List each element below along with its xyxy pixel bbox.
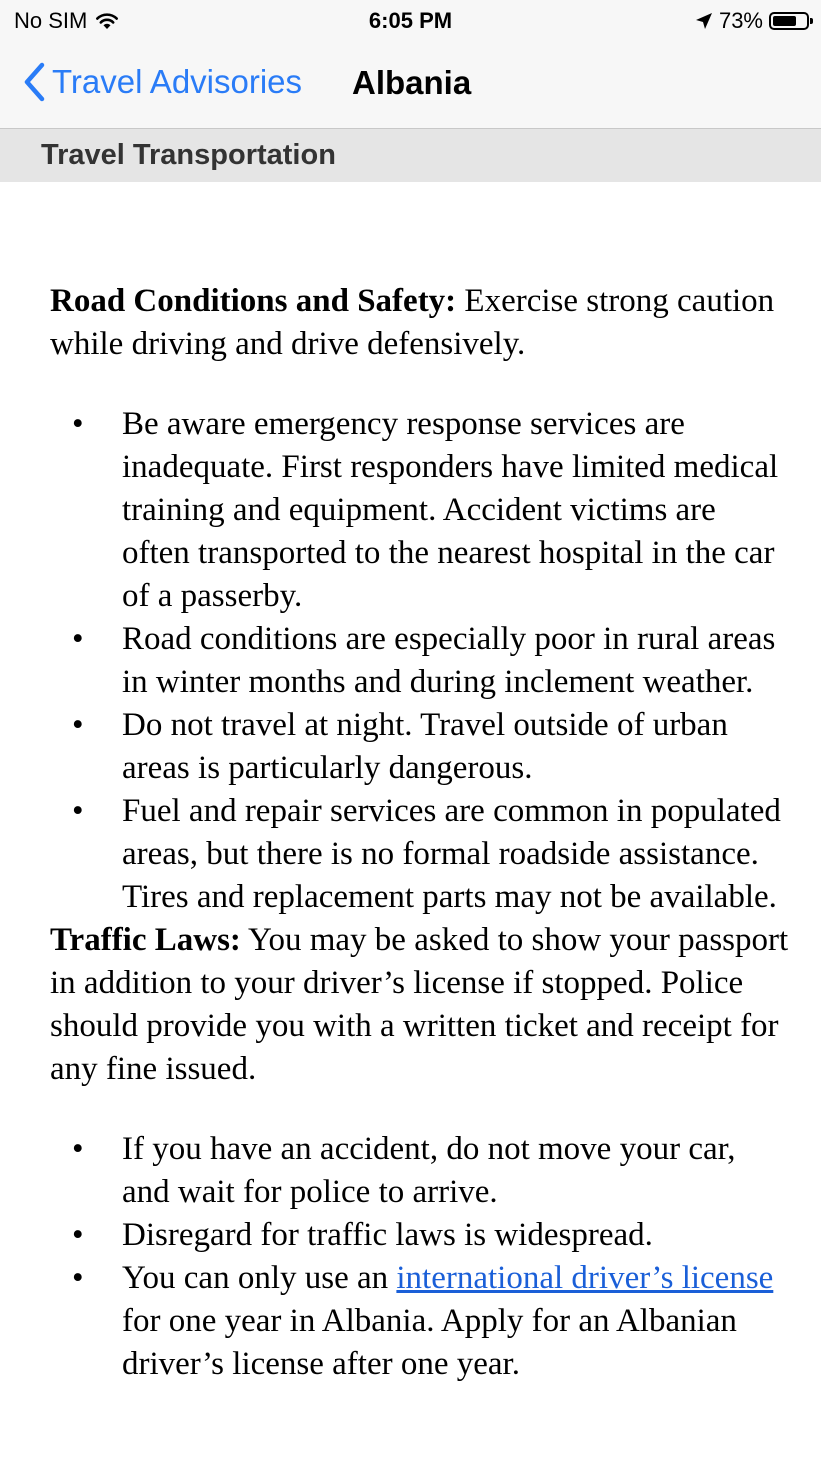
list-item: • Be aware emergency response services are inadequate. First responders have limited medical training and equipment. Accident victims are often transported to the nearest hospital in the car of a passerby.: [122, 403, 790, 618]
list-item: • Road conditions are especially poor in rural areas in winter months and during inclement weather.: [122, 618, 790, 704]
traffic-laws-list: [50, 1128, 790, 1386]
status-time: 6:05 PM: [368, 8, 453, 33]
license-text-before: You can only use an: [122, 1260, 397, 1296]
section-header: [0, 129, 821, 182]
battery-percent: 73%: [718, 8, 763, 33]
road-conditions-heading: Road Conditions and Safety:: [50, 283, 457, 319]
status-right: [695, 8, 809, 34]
license-text-after: for one year in Albania. Apply for an Albanian driver’s license after one year.: [122, 1303, 737, 1382]
battery-fill: [773, 16, 796, 26]
status-bar: [0, 0, 821, 42]
battery-icon: [769, 12, 809, 30]
carrier-label: No SIM: [14, 8, 88, 33]
list-item: • Fuel and repair services are common in populated areas, but there is no formal roadside assistance. Tires and replacement parts may not be available.: [122, 790, 790, 919]
road-conditions-text: Exercise strong caution while driving and drive defensively.: [50, 283, 775, 362]
page-title: Albania: [352, 64, 472, 101]
advisory-content: [50, 280, 790, 1386]
list-item-license: [122, 1257, 790, 1386]
section-title: Travel Transportation: [41, 139, 336, 171]
navigation-bar: [0, 42, 821, 129]
list-item: • Disregard for traffic laws is widespread.: [122, 1214, 790, 1257]
back-button[interactable]: [22, 62, 302, 102]
battery-nub: [810, 18, 813, 24]
road-conditions-paragraph: [50, 280, 790, 366]
list-item: • Do not travel at night. Travel outside of urban areas is particularly dangerous.: [122, 704, 790, 790]
traffic-laws-paragraph: [50, 919, 790, 1091]
list-item: • If you have an accident, do not move your car, and wait for police to arrive.: [122, 1128, 790, 1214]
traffic-laws-heading: Traffic Laws:: [50, 922, 241, 958]
road-conditions-list: [50, 403, 790, 919]
international-drivers-license-link[interactable]: international driver’s license: [396, 1260, 774, 1296]
back-button-label: Travel Advisories: [52, 63, 303, 100]
chevron-left-icon: [22, 62, 46, 102]
traffic-laws-text: You may be asked to show your passport in addition to your driver’s license if stopped. Police should provide you with a written ticket and receipt for any fine issued.: [50, 922, 789, 1087]
location-arrow-icon: [695, 12, 713, 30]
